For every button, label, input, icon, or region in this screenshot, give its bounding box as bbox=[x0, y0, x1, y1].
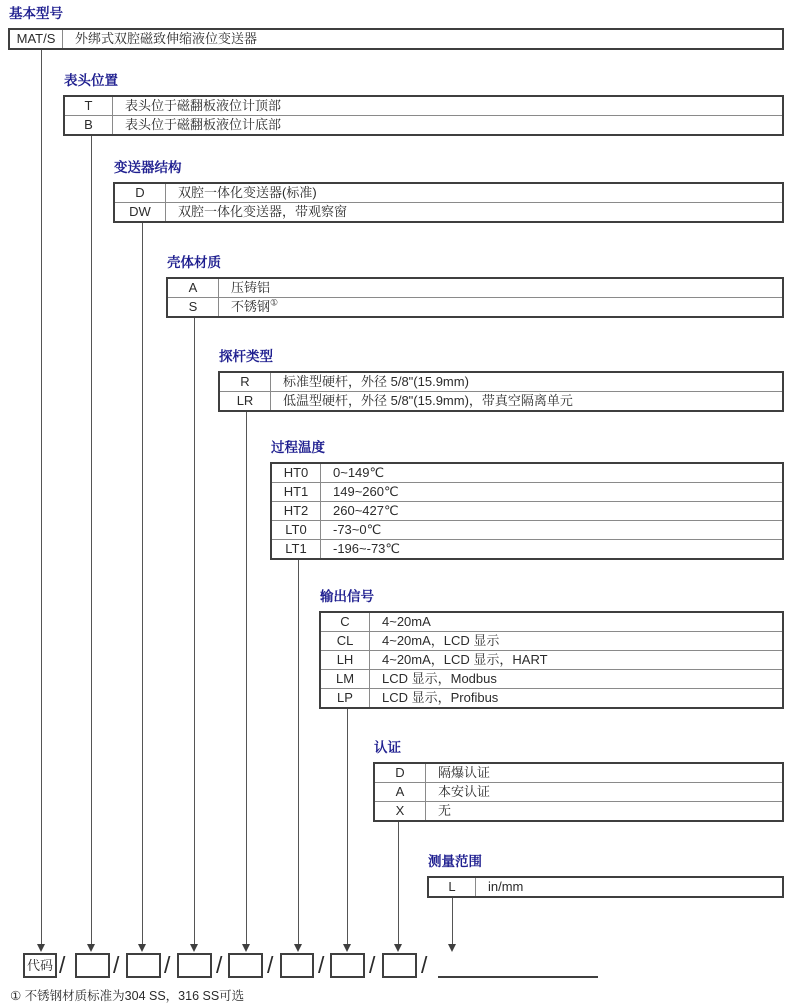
option-desc: 表头位于磁翻板液位计底部 bbox=[113, 116, 784, 136]
option-table-measuring-range bbox=[427, 876, 784, 898]
option-table-probe-type bbox=[218, 371, 784, 412]
option-desc: in/mm bbox=[476, 877, 784, 897]
option-desc: 149~260℃ bbox=[321, 483, 784, 502]
option-code: DW bbox=[114, 203, 166, 223]
option-code: LR bbox=[219, 392, 271, 412]
arrow-down-icon bbox=[138, 944, 146, 952]
measuring-range-fill-line bbox=[438, 976, 598, 978]
table-row bbox=[219, 392, 783, 412]
code-box-housing-material bbox=[177, 953, 212, 978]
code-separator: / bbox=[59, 952, 66, 978]
connector-line bbox=[246, 412, 247, 944]
section-title: 测量范围 bbox=[428, 854, 482, 869]
section-title: 壳体材质 bbox=[167, 255, 221, 270]
option-table-housing-material bbox=[166, 277, 784, 318]
option-desc: 双腔一体化变送器，带观察窗 bbox=[166, 203, 784, 223]
option-code: MAT/S bbox=[9, 29, 63, 49]
connector-line bbox=[142, 223, 143, 944]
connector-line bbox=[398, 822, 399, 944]
code-box-process-temperature bbox=[280, 953, 314, 978]
option-desc: 260~427℃ bbox=[321, 502, 784, 521]
code-separator: / bbox=[113, 952, 120, 978]
option-table-process-temperature bbox=[270, 462, 784, 560]
option-code: L bbox=[428, 877, 476, 897]
table-row bbox=[167, 278, 783, 298]
section-display-position bbox=[63, 73, 784, 136]
table-row bbox=[374, 783, 783, 802]
option-desc: LCD 显示，Profibus bbox=[370, 689, 784, 709]
table-row bbox=[9, 29, 783, 49]
option-code: T bbox=[64, 96, 113, 116]
option-code: HT2 bbox=[271, 502, 321, 521]
section-title: 输出信号 bbox=[320, 589, 374, 604]
connector-line bbox=[194, 318, 195, 944]
option-desc: 无 bbox=[426, 802, 784, 822]
option-table-transmitter-structure bbox=[113, 182, 784, 223]
option-code: S bbox=[167, 298, 219, 318]
option-code: HT0 bbox=[271, 463, 321, 483]
arrow-down-icon bbox=[448, 944, 456, 952]
table-row bbox=[320, 632, 783, 651]
table-row bbox=[64, 116, 783, 136]
option-desc: 隔爆认证 bbox=[426, 763, 784, 783]
code-label-box: 代码 bbox=[23, 953, 57, 978]
table-row bbox=[374, 802, 783, 822]
section-title: 过程温度 bbox=[271, 440, 325, 455]
option-code: R bbox=[219, 372, 271, 392]
option-desc: 不锈钢① bbox=[219, 298, 784, 318]
option-code: LM bbox=[320, 670, 370, 689]
option-desc: 双腔一体化变送器(标准) bbox=[166, 183, 784, 203]
footnote-ref-icon: ① bbox=[270, 297, 279, 308]
connector-line bbox=[347, 709, 348, 944]
option-code: LH bbox=[320, 651, 370, 670]
option-code: HT1 bbox=[271, 483, 321, 502]
code-separator: / bbox=[318, 952, 325, 978]
section-probe-type bbox=[218, 349, 784, 412]
option-table-display-position bbox=[63, 95, 784, 136]
option-desc: 4~20mA，LCD 显示 bbox=[370, 632, 784, 651]
table-row bbox=[271, 540, 783, 560]
option-desc: 4~20mA，LCD 显示，HART bbox=[370, 651, 784, 670]
section-title: 变送器结构 bbox=[114, 160, 182, 175]
option-code: LP bbox=[320, 689, 370, 709]
arrow-down-icon bbox=[343, 944, 351, 952]
table-row bbox=[428, 877, 783, 897]
connector-line bbox=[41, 50, 42, 944]
table-row bbox=[167, 298, 783, 318]
option-code: A bbox=[374, 783, 426, 802]
option-code: B bbox=[64, 116, 113, 136]
table-row bbox=[320, 651, 783, 670]
section-process-temperature bbox=[270, 440, 784, 560]
connector-line bbox=[452, 898, 453, 944]
option-desc: 4~20mA bbox=[370, 612, 784, 632]
option-desc: 标准型硬杆，外径 5/8"(15.9mm) bbox=[271, 372, 784, 392]
option-table-certification bbox=[373, 762, 784, 822]
code-box-certification bbox=[382, 953, 417, 978]
section-output-signal bbox=[319, 589, 784, 709]
option-desc: LCD 显示，Modbus bbox=[370, 670, 784, 689]
section-title: 认证 bbox=[374, 740, 401, 755]
code-separator: / bbox=[267, 952, 274, 978]
option-code: C bbox=[320, 612, 370, 632]
section-title: 探杆类型 bbox=[219, 349, 273, 364]
table-row bbox=[320, 612, 783, 632]
table-row bbox=[219, 372, 783, 392]
option-desc: 表头位于磁翻板液位计顶部 bbox=[113, 96, 784, 116]
arrow-down-icon bbox=[37, 944, 45, 952]
option-code: X bbox=[374, 802, 426, 822]
code-box-display-position bbox=[75, 953, 110, 978]
option-code: LT1 bbox=[271, 540, 321, 560]
option-code: D bbox=[374, 763, 426, 783]
connector-line bbox=[298, 560, 299, 944]
table-row bbox=[271, 502, 783, 521]
option-desc: 压铸铝 bbox=[219, 278, 784, 298]
section-certification bbox=[373, 740, 784, 822]
section-basic-model bbox=[8, 6, 784, 50]
code-box-output-signal bbox=[330, 953, 365, 978]
option-table-output-signal bbox=[319, 611, 784, 709]
table-row bbox=[114, 203, 783, 223]
table-row bbox=[320, 689, 783, 709]
option-desc: 本安认证 bbox=[426, 783, 784, 802]
option-code: CL bbox=[320, 632, 370, 651]
code-separator: / bbox=[421, 952, 428, 978]
option-desc: 0~149℃ bbox=[321, 463, 784, 483]
arrow-down-icon bbox=[394, 944, 402, 952]
table-row bbox=[374, 763, 783, 783]
option-code: LT0 bbox=[271, 521, 321, 540]
option-code: D bbox=[114, 183, 166, 203]
option-desc: -196~-73℃ bbox=[321, 540, 784, 560]
connector-line bbox=[91, 136, 92, 944]
section-title: 基本型号 bbox=[9, 6, 63, 21]
table-row bbox=[114, 183, 783, 203]
code-box-probe-type bbox=[228, 953, 263, 978]
option-table-basic-model bbox=[8, 28, 784, 50]
option-desc: 低温型硬杆，外径 5/8"(15.9mm)，带真空隔离单元 bbox=[271, 392, 784, 412]
code-separator: / bbox=[164, 952, 171, 978]
code-separator: / bbox=[216, 952, 223, 978]
section-measuring-range bbox=[427, 854, 784, 898]
code-separator: / bbox=[369, 952, 376, 978]
section-title: 表头位置 bbox=[64, 73, 118, 88]
table-row bbox=[271, 483, 783, 502]
arrow-down-icon bbox=[242, 944, 250, 952]
table-row bbox=[320, 670, 783, 689]
table-row bbox=[271, 521, 783, 540]
section-transmitter-structure bbox=[113, 160, 784, 223]
code-box-transmitter-structure bbox=[126, 953, 161, 978]
arrow-down-icon bbox=[190, 944, 198, 952]
table-row bbox=[64, 96, 783, 116]
arrow-down-icon bbox=[294, 944, 302, 952]
section-housing-material bbox=[166, 255, 784, 318]
option-desc: 外绑式双腔磁致伸缩液位变送器 bbox=[63, 29, 784, 49]
option-code: A bbox=[167, 278, 219, 298]
option-desc: -73~0℃ bbox=[321, 521, 784, 540]
arrow-down-icon bbox=[87, 944, 95, 952]
footnote: ① 不锈钢材质标准为304 SS，316 SS可选 bbox=[10, 989, 245, 1003]
table-row bbox=[271, 463, 783, 483]
